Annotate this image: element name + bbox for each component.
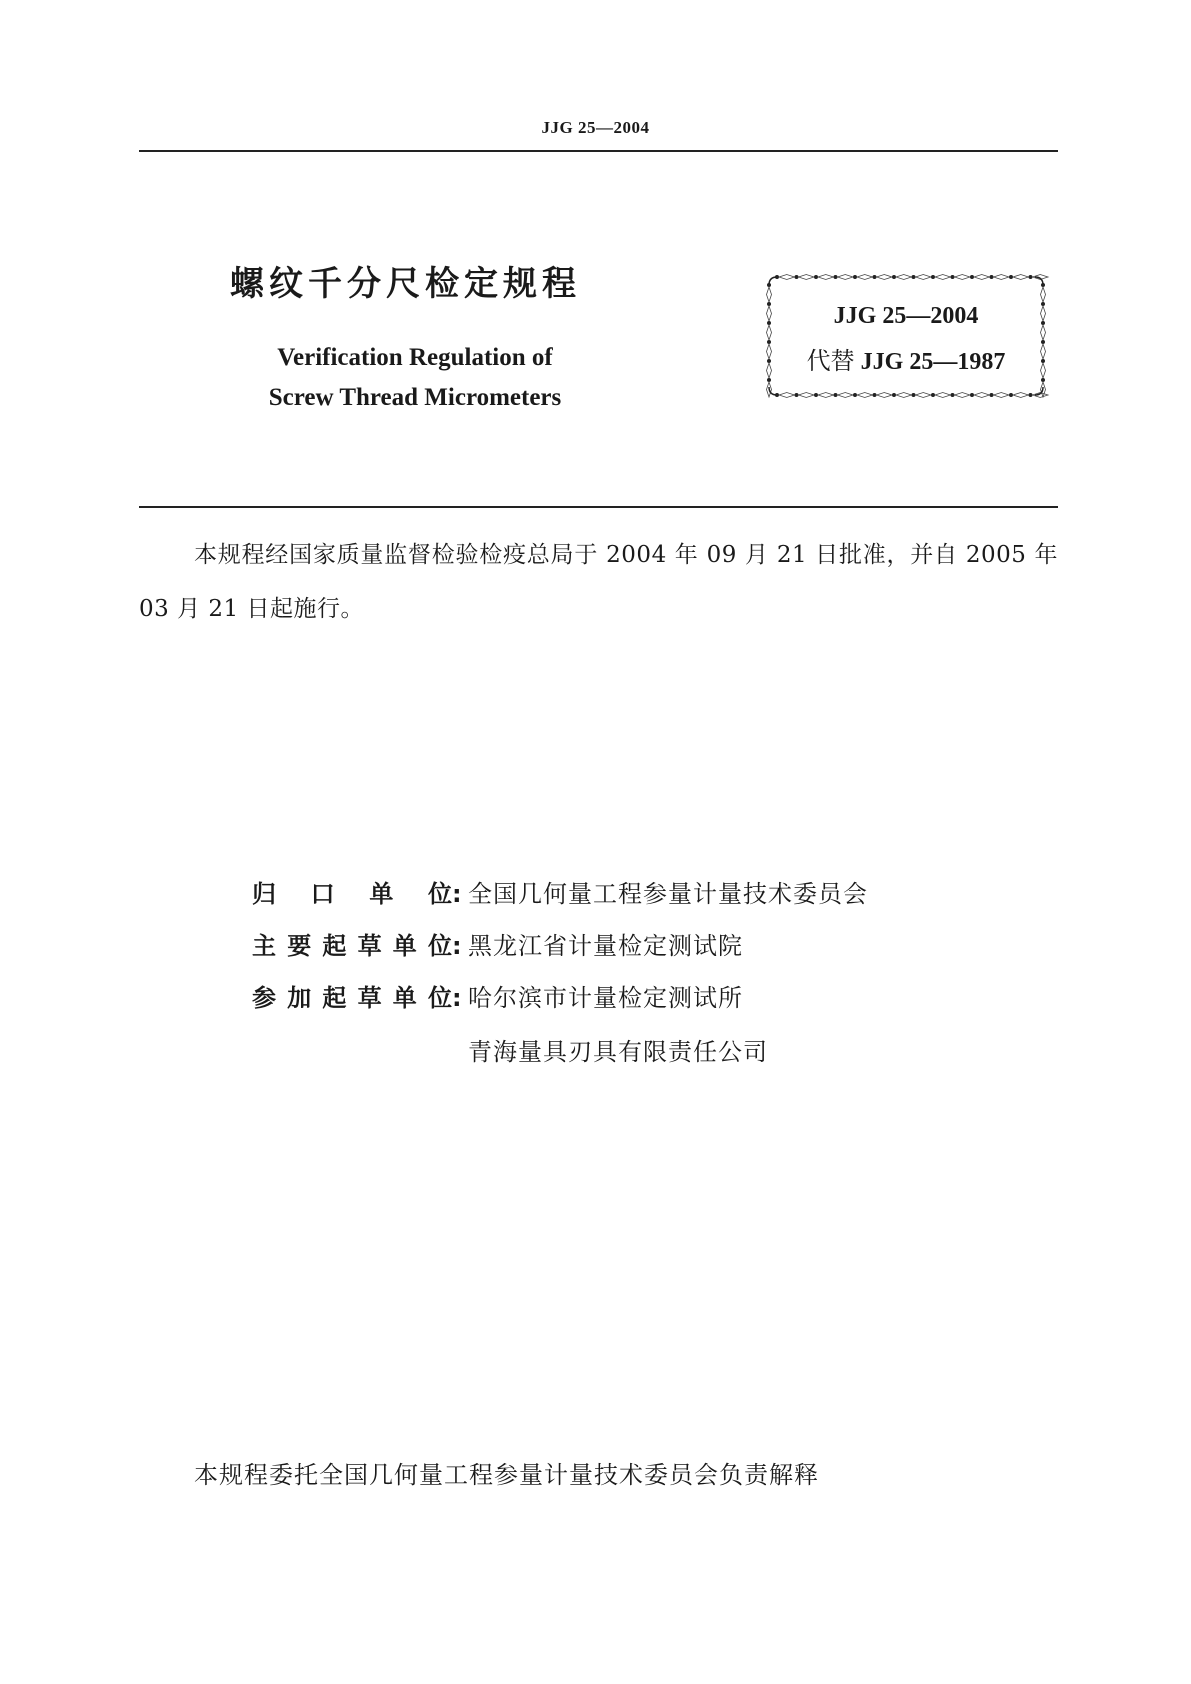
org-value: 青海量具刃具有限责任公司	[468, 1038, 768, 1066]
org-colon: :	[452, 932, 462, 960]
border-ornament	[1041, 287, 1046, 302]
border-ornament	[818, 393, 834, 398]
border-ornament	[896, 275, 912, 280]
replaced-standard-code: JJG 25—1987	[860, 349, 1006, 375]
border-ornament	[916, 275, 932, 280]
org-colon: :	[452, 880, 462, 908]
replaces-code-line	[761, 341, 1051, 376]
border-ornament	[799, 393, 815, 398]
header-rule	[139, 150, 1058, 152]
border-ornament	[994, 275, 1010, 280]
title-english-line-2: Screw Thread Micrometers	[268, 384, 562, 411]
border-ornament	[974, 275, 990, 280]
decorative-border	[761, 269, 1051, 403]
border-ornament	[779, 275, 795, 280]
org-row-participating-drafter-2	[252, 1032, 768, 1072]
org-value: 哈尔滨市计量检定测试所	[468, 984, 743, 1012]
border-ornament	[838, 275, 854, 280]
border-ornament	[974, 393, 990, 398]
interpretation-note: 本规程委托全国几何量工程参量计量技术委员会负责解释	[194, 1461, 819, 1489]
border-ornament	[877, 393, 893, 398]
section-rule	[139, 506, 1058, 508]
border-ornament	[877, 275, 893, 280]
org-row-responsible	[252, 874, 868, 914]
border-ornament	[799, 275, 815, 280]
standard-code-box	[761, 269, 1051, 403]
org-row-main-drafter	[252, 926, 743, 966]
org-row-participating-drafter	[252, 978, 743, 1018]
border-ornament	[838, 393, 854, 398]
border-ornament	[955, 275, 971, 280]
border-ornament	[779, 393, 795, 398]
border-ornament	[896, 393, 912, 398]
standard-code: JJG 25—2004	[833, 303, 979, 329]
border-ornament	[857, 393, 873, 398]
org-value: 全国几何量工程参量计量技术委员会	[468, 880, 868, 908]
approval-statement: 本规程经国家质量监督检验检疫总局于 2004 年 09 月 21 日批准，并自 2005 年 03 月 21 日起施行。	[139, 542, 1058, 622]
border-ornament	[767, 287, 772, 302]
border-ornament	[1013, 393, 1029, 398]
border-ornament	[818, 275, 834, 280]
header-standard-code: JJG 25—2004	[541, 118, 650, 137]
title-english-line-1: Verification Regulation of	[277, 344, 553, 371]
org-label: 主要起草单位	[252, 932, 452, 960]
title-chinese: 螺纹千分尺检定规程	[230, 264, 581, 304]
border-ornament	[916, 393, 932, 398]
border-ornament	[935, 275, 951, 280]
border-ornament	[857, 275, 873, 280]
replaces-prefix: 代替	[806, 347, 855, 375]
org-value: 黑龙江省计量检定测试院	[468, 932, 743, 960]
org-label: 参加起草单位	[252, 984, 452, 1012]
org-label: 归口单位	[252, 880, 452, 908]
border-ornament	[935, 393, 951, 398]
border-ornament	[994, 393, 1010, 398]
org-colon: :	[452, 984, 462, 1012]
border-ornament	[955, 393, 971, 398]
border-ornament	[1013, 275, 1029, 280]
